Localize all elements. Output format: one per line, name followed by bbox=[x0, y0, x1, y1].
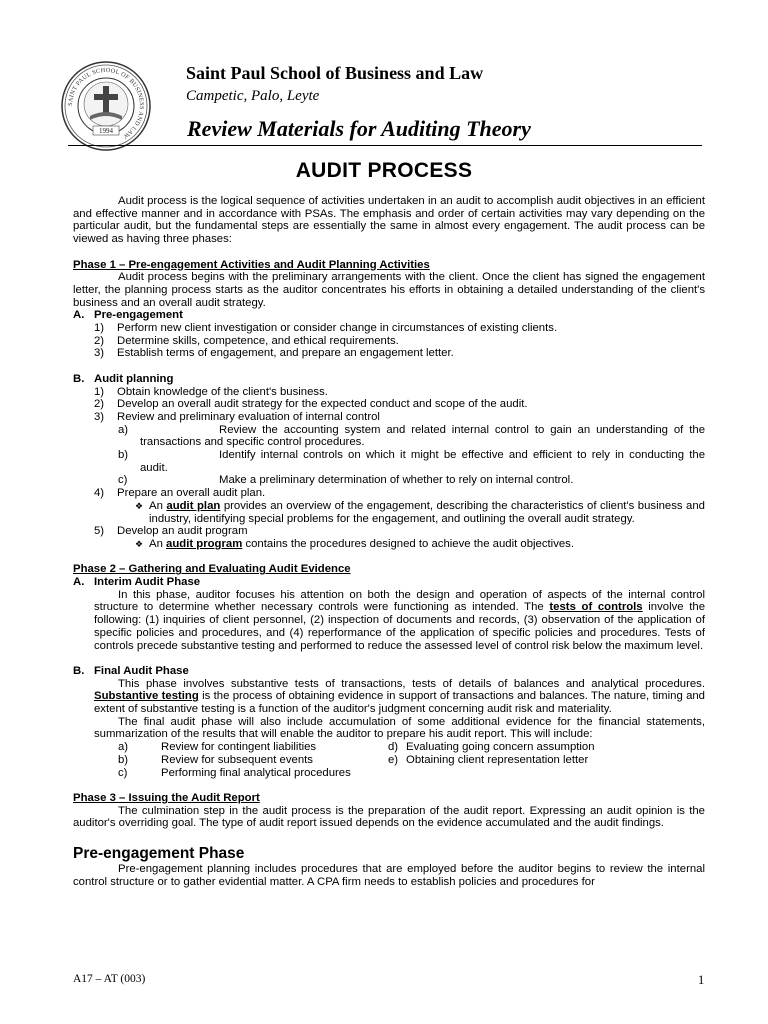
school-name: Saint Paul School of Business and Law bbox=[186, 63, 484, 83]
seal-ring-text: SAINT PAUL SCHOOL OF BUSINESS AND LAW bbox=[66, 66, 146, 140]
term-tests-of-controls: tests of controls bbox=[549, 601, 643, 614]
two-column-list bbox=[73, 741, 705, 754]
term-audit-program: audit program bbox=[166, 537, 243, 550]
final-paragraph-1: This phase involves substantive tests of transactions, tests of details of balances and analytical procedures. Substantive testing is the process of obtaining evidence in support of transactions and balances. The nature, timing and extent of substantive testing is a function of the auditor's judgment concerning audit risk and materiality. bbox=[94, 677, 705, 716]
list-item: 3) Establish terms of engagement, and prepare an engagement letter. bbox=[94, 347, 454, 360]
footer-code: A17 – AT (003) bbox=[73, 973, 146, 985]
phase3-paragraph: The culmination step in the audit process is the preparation of the audit report. Expressing an audit opinion is the auditor's overriding goal. The type of audit report issued depends on the evidence accumulated and the audit findings. bbox=[73, 804, 705, 830]
course-title: Review Materials for Auditing Theory bbox=[187, 116, 531, 141]
list-item: 5) Develop an audit program bbox=[94, 525, 248, 538]
two-column-list bbox=[73, 767, 705, 780]
list-item: 4) Prepare an overall audit plan. bbox=[94, 487, 266, 500]
page-title: AUDIT PROCESS bbox=[295, 159, 473, 182]
sub-list-item: b) Identify internal controls on which it might be effective and efficient to rely in conducting the audit. bbox=[118, 449, 705, 474]
bullet-note: ❖ An audit plan provides an overview of the engagement, describing the characteristics of client's business and industry, identifying special problems for the engagement, and outlining the overall audit strategy. bbox=[135, 499, 705, 525]
school-seal-logo bbox=[60, 60, 152, 152]
two-column-list bbox=[73, 754, 705, 767]
phase1-section-a-heading: A. Pre-engagement bbox=[73, 309, 183, 322]
list-item: c) Performing final analytical procedures bbox=[118, 766, 351, 779]
seal-year: 1994 bbox=[99, 127, 113, 135]
document-body bbox=[73, 195, 705, 888]
list-item: 1) Obtain knowledge of the client's business. bbox=[94, 385, 328, 398]
pre-engagement-paragraph: Pre-engagement planning includes procedures that are employed before the auditor begins to review the internal control structure or to gather evidential matter. A CPA firm needs to establish policies and procedures for bbox=[73, 863, 705, 888]
phase2-section-b-heading: B. Final Audit Phase bbox=[73, 664, 189, 677]
list-item: d) Evaluating going concern assumption bbox=[388, 741, 595, 754]
intro-paragraph: Audit process is the logical sequence of activities undertaken in an audit to accomplish audit objectives in an efficient and effective manner and in accordance with PSAs. The emphasis and order of certain activities may vary depending on the particular audit, but the fundamental steps are essentially the same in almost every engagement. The audit process can be viewed as having three phases: bbox=[73, 195, 705, 246]
diamond-bullet-icon: ❖ bbox=[135, 500, 144, 511]
list-item: e) Obtaining client representation letter bbox=[388, 753, 589, 766]
school-location: Campetic, Palo, Leyte bbox=[186, 88, 320, 104]
phase1-heading: Phase 1 – Pre-engagement Activities and Audit Planning Activities bbox=[73, 258, 430, 271]
header-divider bbox=[68, 145, 702, 146]
term-substantive-testing: Substantive testing bbox=[94, 690, 199, 703]
sub-list-item: c) Make a preliminary determination of whether to rely on internal control. bbox=[118, 474, 574, 487]
list-item: 2) Determine skills, competence, and ethical requirements. bbox=[94, 334, 399, 347]
bullet-note: ❖ An audit program contains the procedures designed to achieve the audit objectives. bbox=[135, 537, 575, 550]
phase3-heading: Phase 3 – Issuing the Audit Report bbox=[73, 791, 260, 804]
sub-list-item: a) Review the accounting system and related internal control to gain an understanding of the transactions and specific control procedures. bbox=[118, 423, 705, 449]
list-item: 2) Develop an overall audit strategy for the expected conduct and scope of the audit. bbox=[94, 398, 528, 411]
list-item: 3) Review and preliminary evaluation of internal control bbox=[94, 410, 380, 423]
phase1-paragraph: Audit process begins with the preliminary arrangements with the client. Once the client has signed the engagement letter, the planning process starts as the auditor concentrates his efforts in obtaining a detailed understanding of the client's business and an overall audit strategy. bbox=[73, 271, 705, 309]
list-item: b) Review for subsequent events bbox=[118, 753, 313, 766]
term-audit-plan: audit plan bbox=[166, 499, 221, 512]
pre-engagement-heading: Pre-engagement Phase bbox=[73, 845, 245, 863]
list-item: a) Review for contingent liabilities bbox=[118, 741, 317, 754]
phase2-heading: Phase 2 – Gathering and Evaluating Audit Evidence bbox=[73, 563, 351, 576]
phase1-section-b-heading: B. Audit planning bbox=[73, 372, 174, 385]
interim-paragraph: In this phase, auditor focuses his attention on both the design and operation of aspects of the internal control structure to determine whether necessary controls were functioning as intended. The tests of controls involve the following: (1) inquiries of client personnel, (2) inspection of documents and records, (3) observation of the application of specific policies and procedures, and (4) reperformance of the application of specific policies and procedures. Tests of controls precede substantive testing and performed to reduce the assessed level of control risk below the maximum level. bbox=[94, 588, 705, 652]
page-number: 1 bbox=[698, 973, 705, 987]
final-paragraph-2: The final audit phase will also include accumulation of some additional evidence for the financial statements, summarization of the results that will enable the auditor to prepare his audit report. This will include: bbox=[94, 715, 705, 741]
phase2-section-a-heading: A. Interim Audit Phase bbox=[73, 576, 201, 589]
diamond-bullet-icon: ❖ bbox=[135, 538, 144, 549]
list-item: 1) Perform new client investigation or consider change in circumstances of existing clients. bbox=[94, 322, 558, 335]
